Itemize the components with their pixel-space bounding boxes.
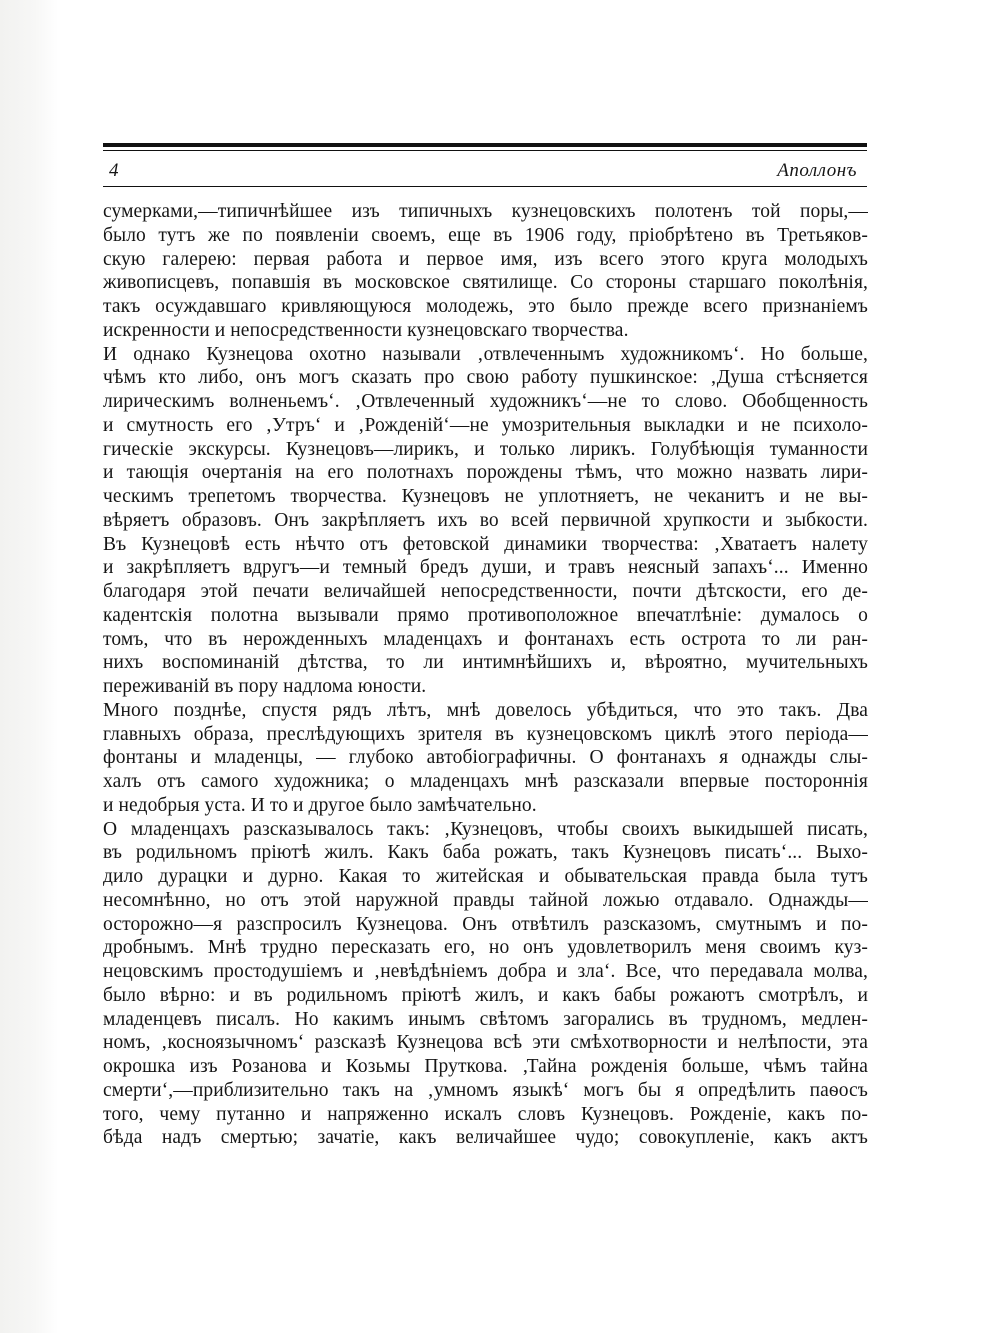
text-line: и тающія очертанія на его полотнахъ порождены тѣмъ, что можно назвать лири- bbox=[103, 462, 868, 484]
text-line: несомнѣнно, но отъ этой наружной правды тайной ложью отдавало. Однажды— bbox=[103, 889, 868, 911]
body-text bbox=[103, 200, 868, 1150]
text-line: нецовскимъ простодушіемъ и ‚невѣдѣніемъ добра и зла‘. Все, что передавала молва, bbox=[103, 961, 868, 982]
text-line: и закрѣпляетъ вдругъ—и темный бредъ души, и травъ неясный запахъ‘... Именно bbox=[103, 557, 868, 579]
text-line: было вѣрно: и въ родильномъ пріютѣ жилъ, и какъ бабы рожаютъ смотрѣлъ, и bbox=[103, 984, 868, 1006]
text-line: Много позднѣе, спустя рядъ лѣтъ, мнѣ довелось убѣдиться, что это такъ. Два bbox=[103, 699, 868, 721]
text-line: живописцевъ, попавшія въ московское святилище. Со стороны старшаго поколѣнія, bbox=[103, 272, 868, 294]
text-line: томъ, что въ нерожденныхъ младенцахъ и фонтанахъ есть острота то ли ран- bbox=[103, 628, 868, 650]
text-line: окрошка изъ Розанова и Козьмы Пруткова. ‚Тайна рожденія больше, чѣмъ тайна bbox=[103, 1056, 868, 1077]
text-line: младенцевъ писалъ. Но какимъ инымъ свѣтомъ загорались въ трудномъ, медлен- bbox=[103, 1008, 868, 1030]
text-line: ческимъ трепетомъ творчества. Кузнецовъ не уплотняетъ, не чеканитъ и не вы- bbox=[103, 486, 868, 507]
text-line: лирическимъ волненьемъ‘. ‚Отвлеченный художникъ‘—не то слово. Обобщенность bbox=[103, 391, 868, 412]
scan-margin-shadow bbox=[0, 0, 58, 1333]
text-line: нихъ воспоминаній дѣтства, то ли интимнѣйшихъ и, вѣроятно, мучительныхъ bbox=[103, 652, 868, 674]
text-line: халъ отъ самого художника; о младенцахъ мнѣ разсказали впервые постороннія bbox=[103, 771, 868, 792]
text-line: осторожно—я разспросилъ Кузнецова. Онъ отвѣтилъ разсказомъ, смутнымъ и по- bbox=[103, 913, 868, 935]
text-line: и недобрыя уста. И то и другое было замѣчательно. bbox=[103, 794, 537, 816]
header-rule-bottom bbox=[103, 186, 867, 187]
text-line: бѣда надъ смертью; зачатіе, какъ величайшее чудо; совокупленіе, какъ актъ bbox=[103, 1127, 868, 1149]
page-number: 4 bbox=[109, 160, 119, 181]
header-rule-thick bbox=[103, 143, 867, 147]
text-line: гическіе экскурсы. Кузнецовъ—лирикъ, и только лирикъ. Голубѣющія туманности bbox=[103, 438, 868, 460]
text-line: въ родильномъ пріютѣ жилъ. Какъ баба рожать, такъ Кузнецовъ писать‘... Выхо- bbox=[103, 842, 868, 864]
text-line: дробнымъ. Мнѣ трудно пересказать его, но онъ удовлетворилъ меня своимъ куз- bbox=[103, 937, 868, 959]
running-head bbox=[103, 158, 867, 184]
text-line: главныхъ образа, преслѣдующихъ зрителя въ кузнецовскомъ циклѣ этого періода— bbox=[103, 723, 868, 745]
text-line: дило дурацки и дурно. Какая то житейская и обывательская правда была тутъ bbox=[103, 866, 868, 887]
text-line: скую галерею: первая работа и первое имя, изъ всего этого круга молодыхъ bbox=[103, 248, 868, 270]
text-line: того, чему путанно и напряженно искалъ словъ Кузнецовъ. Рожденіе, какъ по- bbox=[103, 1103, 868, 1125]
text-line: И однако Кузнецова охотно называли ‚отвлеченнымъ художникомъ‘. Но больше, bbox=[103, 343, 868, 365]
text-line: благодаря этой печати величайшей непосредственности, почти дѣтскости, его де- bbox=[103, 581, 868, 602]
text-line: чѣмъ кто либо, онъ могъ сказать про свою работу пушкинское: ‚Душа стѣсняется bbox=[103, 367, 868, 389]
text-line: О младенцахъ разсказывалось такъ: ‚Кузнецовъ, чтобы своихъ выкидышей писать, bbox=[103, 818, 868, 840]
text-line: вѣряетъ образовъ. Онъ закрѣпляетъ ихъ во всей первичной хрупкости и зыбкости. bbox=[103, 509, 868, 531]
text-line: сумерками,—типичнѣйшее изъ типичныхъ кузнецовскихъ полотенъ той поры,— bbox=[103, 201, 868, 222]
text-line: было тутъ же по появленіи своемъ, еще въ 1906 году, пріобрѣтено въ Третьяков- bbox=[103, 224, 868, 246]
journal-title: Аполлонъ bbox=[777, 160, 857, 181]
text-line: смерти‘,—приблизительно такъ на ‚умномъ языкѣ‘ могъ бы я опредѣлить паѳосъ bbox=[103, 1079, 868, 1101]
text-line: такъ осуждавшаго кривляющуюся молодежь, это было прежде всего признаніемъ bbox=[103, 296, 868, 317]
text-line: искренности и непосредственности кузнецовскаго творчества. bbox=[103, 319, 629, 341]
text-line: кадентскія полотна вызывали прямо противоположное впечатлѣніе: думалось о bbox=[103, 604, 868, 626]
text-line: фонтаны и младенцы, — глубоко автобіографичны. О фонтанахъ я однажды слы- bbox=[103, 747, 868, 769]
text-line: Въ Кузнецовѣ есть нѣчто отъ фетовской динамики творчества: ‚Хватаетъ налету bbox=[103, 533, 868, 555]
text-line: переживаній въ пору надлома юности. bbox=[103, 676, 427, 697]
header-rule-thin bbox=[103, 150, 867, 151]
text-line: номъ, ‚косноязычномъ‘ разсказѣ Кузнецова всѣ эти смѣхотворности и нелѣпости, эта bbox=[103, 1032, 868, 1054]
text-line: и смутность его ‚Утръ‘ и ‚Рожденій‘—не умозрительныя выкладки и не психоло- bbox=[103, 414, 868, 436]
